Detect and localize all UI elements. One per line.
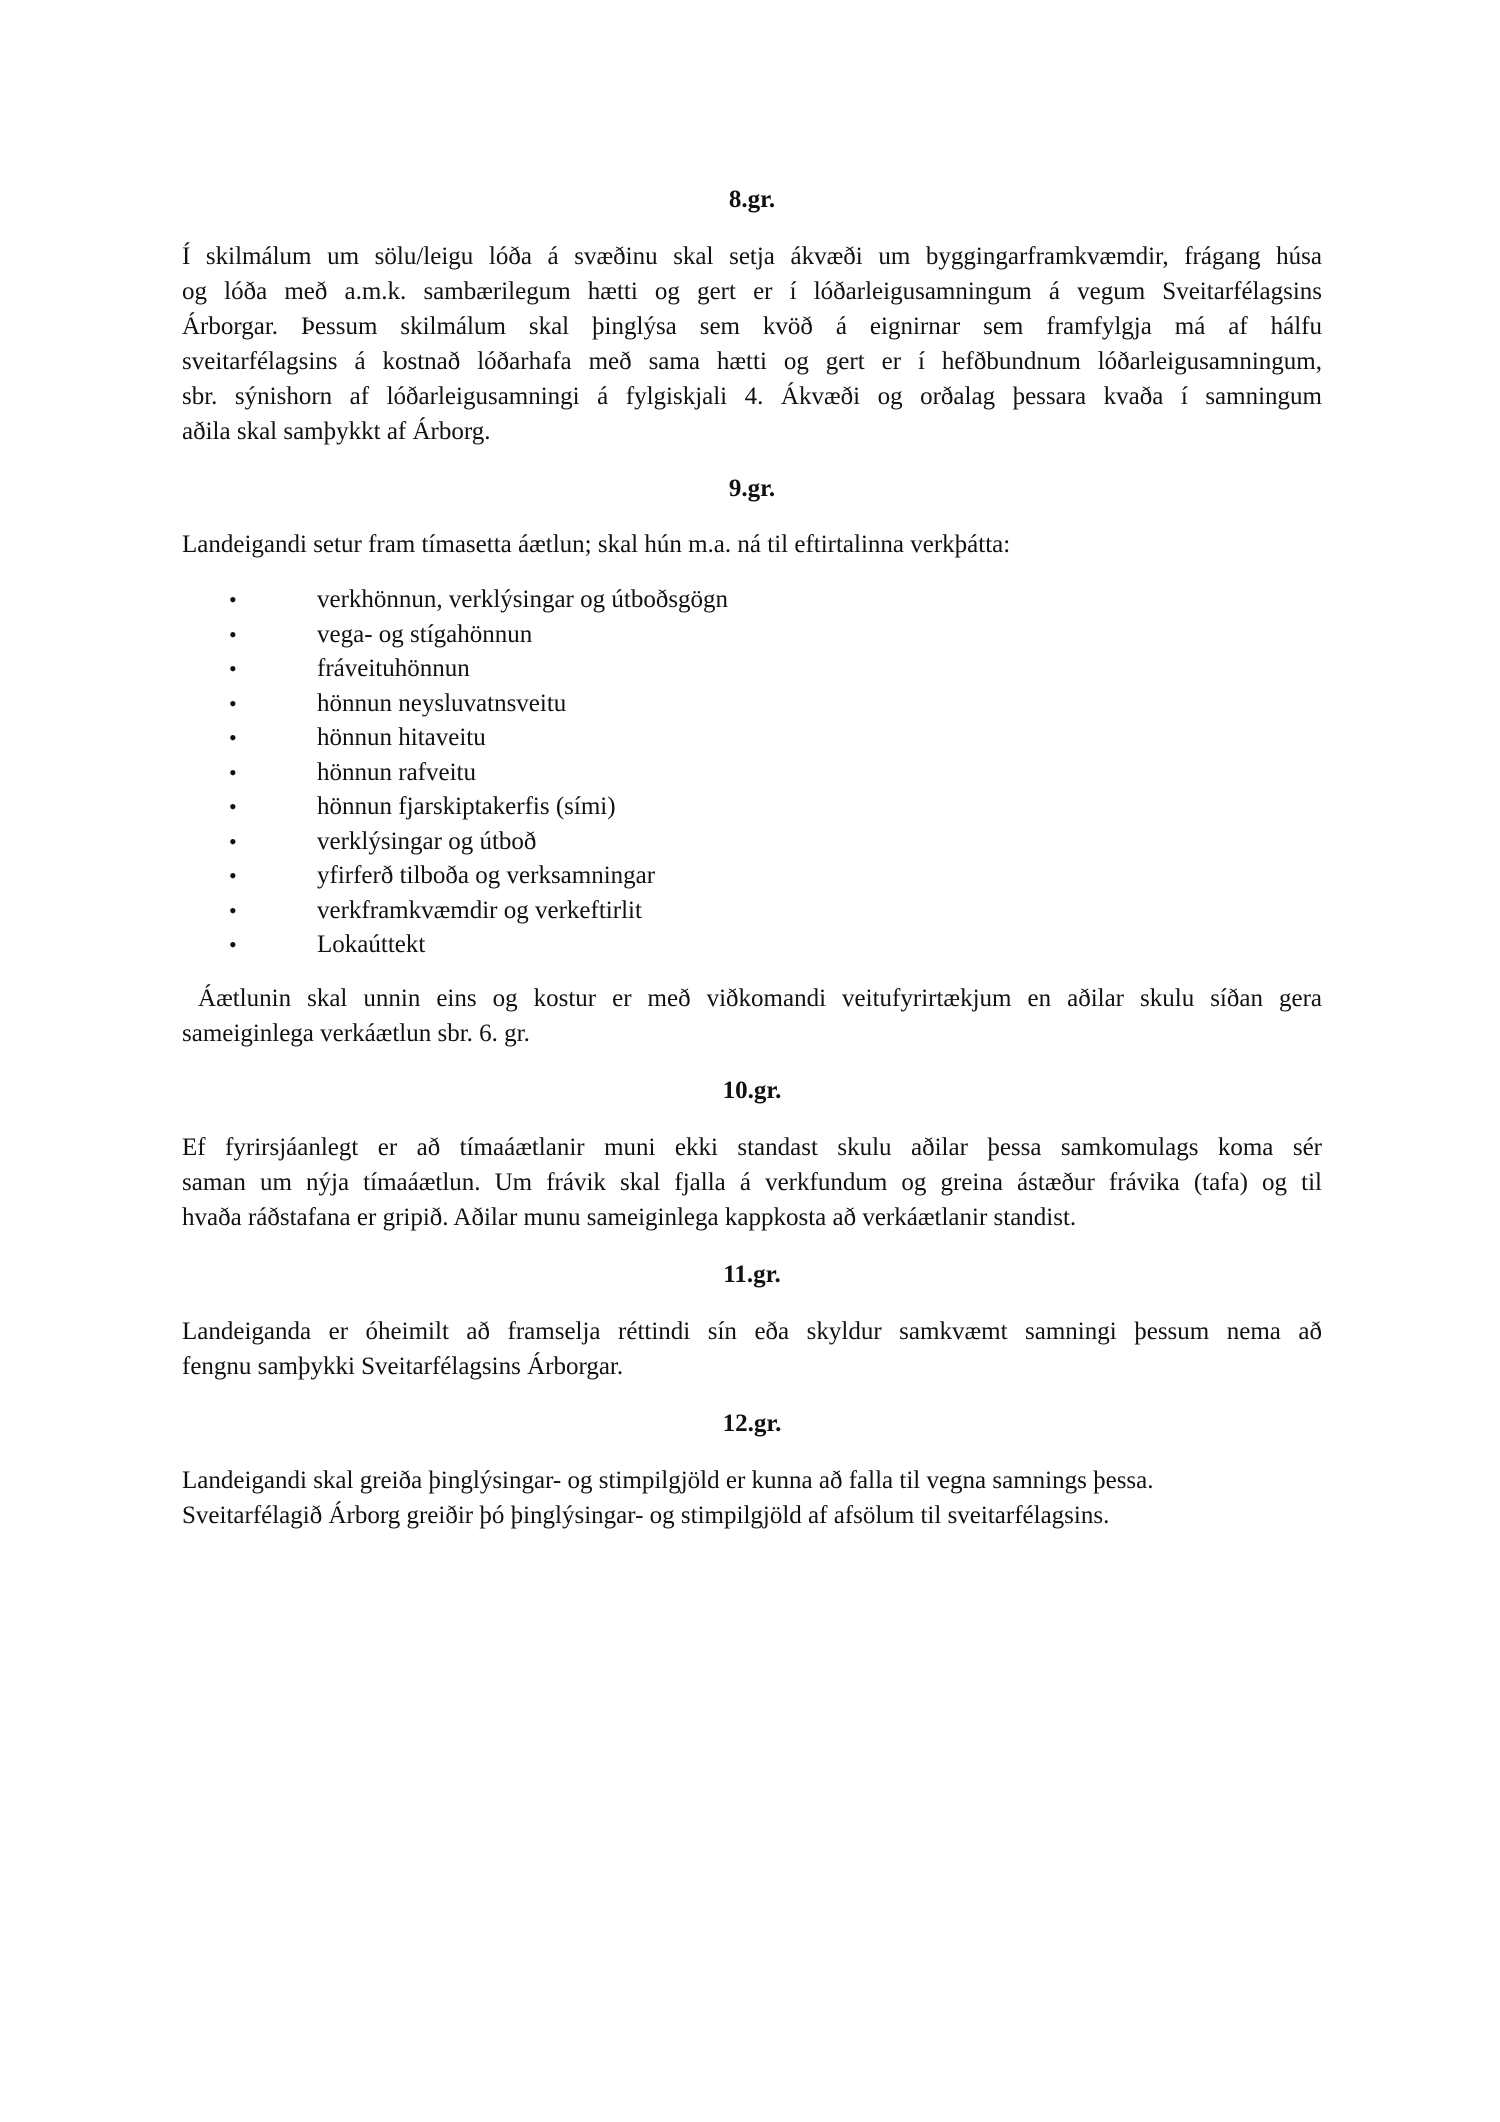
list-item	[182, 687, 1322, 722]
paragraph-line: Áætlunin skal unnin eins og kostur er með viðkomandi veitufyrirtækjum en aðilar skulu síðan gera	[182, 984, 1322, 1012]
paragraph-line: saman um nýja tímaáætlun. Um frávik skal fjalla á verkfundum og greina ástæður frávika (tafa) og til	[182, 1168, 1322, 1196]
paragraph-line: og lóða með a.m.k. sambærilegum hætti og gert er í lóðarleigusamningum á vegum Sveitarfélagsins	[182, 278, 1322, 305]
paragraph-line: aðila skal samþykkt af Árborg.	[182, 418, 491, 445]
paragraph-line: Árborgar. Þessum skilmálum skal þinglýsa sem kvöð á eignirnar sem framfylgja má af hálfu	[182, 313, 1322, 340]
list-item-text: verklýsingar og útboð	[317, 827, 537, 855]
list-item	[182, 859, 1322, 894]
paragraph-line: sbr. sýnishorn af lóðarleigusamningi á fylgiskjali 4. Ákvæði og orðalag þessara kvaða í samningum	[182, 383, 1322, 410]
paragraph-line: Landeigandi skal greiða þinglýsingar- og stimpilgjöld er kunna að falla til vegna samnings þessa.	[182, 1466, 1154, 1494]
bullet-icon: •	[229, 897, 237, 923]
list-item	[182, 894, 1322, 929]
document-body	[182, 182, 1322, 1533]
list-item-text: fráveituhönnun	[317, 655, 470, 682]
list-item	[182, 756, 1322, 791]
section-10-paragraph	[182, 1130, 1322, 1235]
list-item-text: verkhönnun, verklýsingar og útboðsgögn	[317, 586, 729, 613]
list-item-text: verkframkvæmdir og verkeftirlit	[317, 896, 642, 924]
list-item-text: hönnun rafveitu	[317, 758, 476, 786]
list-item	[182, 583, 1322, 618]
section-heading-11: 11.gr.	[723, 1260, 781, 1288]
section-heading-9: 9.gr.	[728, 475, 776, 502]
bullet-icon: •	[229, 656, 237, 681]
bullet-icon: •	[229, 794, 237, 819]
list-item-text: hönnun neysluvatnsveitu	[317, 689, 567, 717]
list-item	[182, 825, 1322, 860]
section-heading-8: 8.gr.	[728, 186, 776, 213]
bullet-icon: •	[229, 828, 237, 854]
paragraph-line: hvaða ráðstafana er gripið. Aðilar munu sameiginlega kappkosta að verkáætlanir standist.	[182, 1203, 1077, 1231]
list-item-text: hönnun hitaveitu	[317, 724, 486, 751]
paragraph-line: Í skilmálum um sölu/leigu lóða á svæðinu skal setja ákvæði um byggingarframkvæmdir, frágang húsa	[182, 243, 1322, 270]
paragraph-line: Sveitarfélagið Árborg greiðir þó þinglýsingar- og stimpilgjöld af afsölum til sveitarfélagsins.	[182, 1501, 1110, 1529]
bullet-icon: •	[229, 621, 237, 647]
paragraph-line: fengnu samþykki Sveitarfélagsins Árborgar.	[182, 1352, 624, 1380]
section-11-paragraph	[182, 1314, 1322, 1384]
list-item	[182, 721, 1322, 756]
section-9-paragraph	[182, 981, 1322, 1051]
list-item-text: vega- og stígahönnun	[317, 620, 533, 648]
bullet-icon: •	[229, 587, 237, 612]
bullet-icon: •	[229, 759, 237, 785]
section-9-intro	[182, 527, 1322, 562]
list-item-text: yfirferð tilboða og verksamningar	[317, 862, 656, 889]
section-8-paragraph	[182, 239, 1322, 449]
bullet-icon: •	[229, 932, 237, 957]
paragraph-line: Ef fyrirsjáanlegt er að tímaáætlanir muni ekki standast skulu aðilar þessa samkomulags koma sér	[182, 1133, 1322, 1161]
section-heading-12: 12.gr.	[722, 1409, 782, 1437]
list-item-text: Lokaúttekt	[317, 931, 426, 958]
bullet-icon: •	[229, 690, 237, 716]
paragraph-line: sameiginlega verkáætlun sbr. 6. gr.	[182, 1019, 530, 1047]
paragraph-line: Landeiganda er óheimilt að framselja réttindi sín eða skyldur samkvæmt samningi þessum nema að	[182, 1317, 1322, 1345]
list-item	[182, 652, 1322, 687]
bullet-icon: •	[229, 725, 237, 750]
section-12-paragraph	[182, 1463, 1322, 1533]
paragraph-line: Landeigandi setur fram tímasetta áætlun; skal hún m.a. ná til eftirtalinna verkþátta:	[182, 531, 1011, 558]
list-item	[182, 618, 1322, 653]
paragraph-line: sveitarfélagsins á kostnað lóðarhafa með sama hætti og gert er í hefðbundnum lóðarleigusamningum,	[182, 348, 1322, 375]
work-phase-list	[182, 583, 1322, 963]
list-item	[182, 928, 1322, 963]
list-item-text: hönnun fjarskiptakerfis (sími)	[317, 793, 616, 820]
list-item	[182, 790, 1322, 825]
bullet-icon: •	[229, 863, 237, 888]
section-heading-10: 10.gr.	[722, 1076, 782, 1104]
